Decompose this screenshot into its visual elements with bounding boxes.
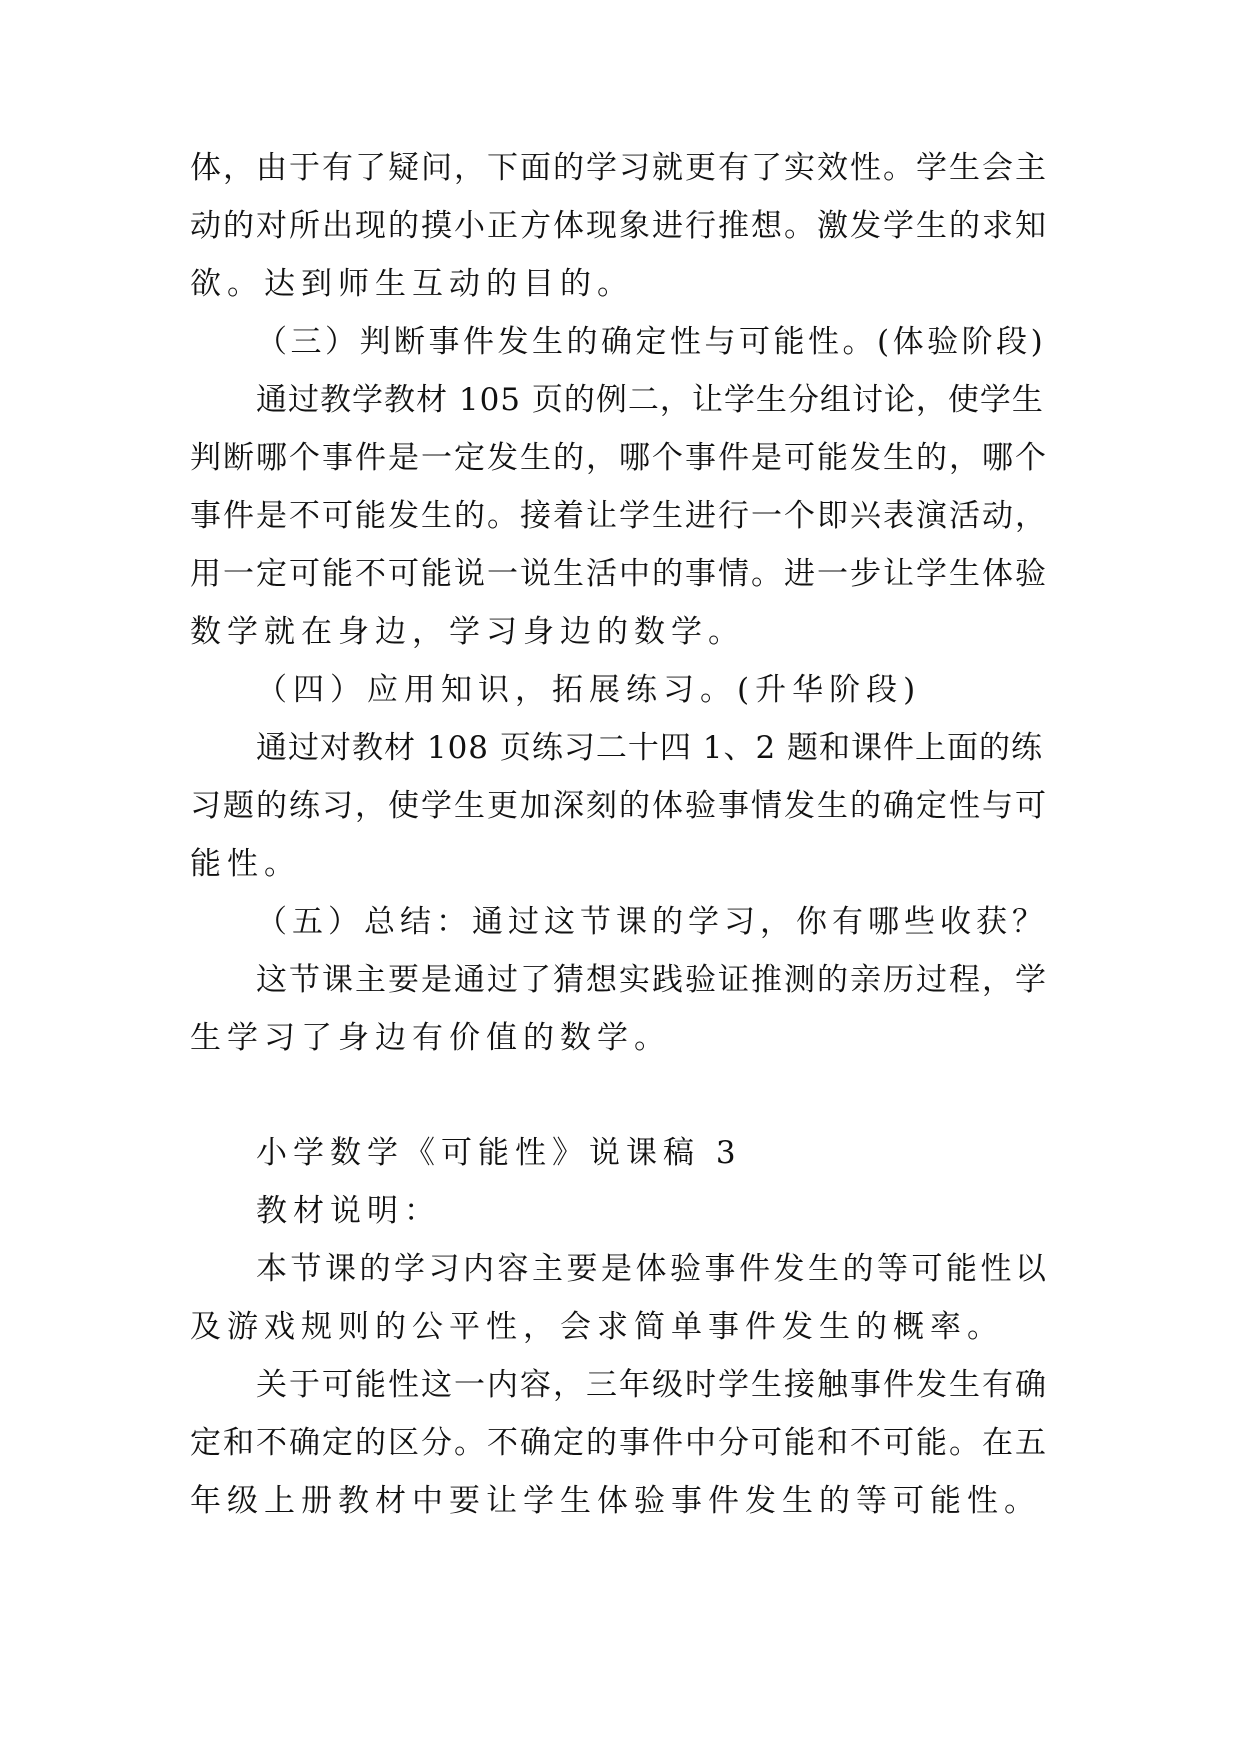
text-line: 及游戏规则的公平性，会求简单事件发生的概率。: [190, 1309, 1004, 1345]
text-line: 习题的练习，使学生更加深刻的体验事情发生的确定性与可: [190, 788, 1048, 824]
section-heading: 教材说明：: [256, 1193, 441, 1229]
text-line: 能性。: [190, 846, 301, 882]
text-line: 关于可能性这一内容，三年级时学生接触事件发生有确: [256, 1367, 1048, 1403]
text-line: 通过对教材 108 页练习二十四 1、2 题和课件上面的练: [256, 730, 1044, 766]
text-line: 通过教学教材 105 页的例二，让学生分组讨论，使学生: [256, 382, 1044, 418]
text-line: 生学习了身边有价值的数学。: [190, 1020, 671, 1056]
document-title: 小学数学《可能性》说课稿 3: [256, 1135, 742, 1171]
section-heading: （五）总结：通过这节课的学习，你有哪些收获？: [256, 904, 1048, 940]
section-heading: （四）应用知识，拓展练习。(升华阶段): [256, 672, 922, 708]
text-line: 事件是不可能发生的。接着让学生进行一个即兴表演活动，: [190, 498, 1048, 534]
text-line: 判断哪个事件是一定发生的，哪个事件是可能发生的，哪个: [190, 440, 1048, 476]
text-line: 这节课主要是通过了猜想实践验证推测的亲历过程，学: [256, 962, 1048, 998]
text-line: 数学就在身边，学习身边的数学。: [190, 614, 745, 650]
text-line: 体，由于有了疑问，下面的学习就更有了实效性。学生会主: [190, 150, 1048, 186]
text-line: 用一定可能不可能说一说生活中的事情。进一步让学生体验: [190, 556, 1048, 592]
section-heading: （三）判断事件发生的确定性与可能性。(体验阶段): [256, 324, 1047, 360]
text-line: 欲。达到师生互动的目的。: [190, 266, 634, 302]
text-line: 定和不确定的区分。不确定的事件中分可能和不可能。在五: [190, 1425, 1048, 1461]
text-line: 本节课的学习内容主要是体验事件发生的等可能性以: [256, 1251, 1050, 1287]
text-line: 动的对所出现的摸小正方体现象进行推想。激发学生的求知: [190, 208, 1048, 244]
text-line: 年级上册教材中要让学生体验事件发生的等可能性。: [190, 1483, 1041, 1519]
